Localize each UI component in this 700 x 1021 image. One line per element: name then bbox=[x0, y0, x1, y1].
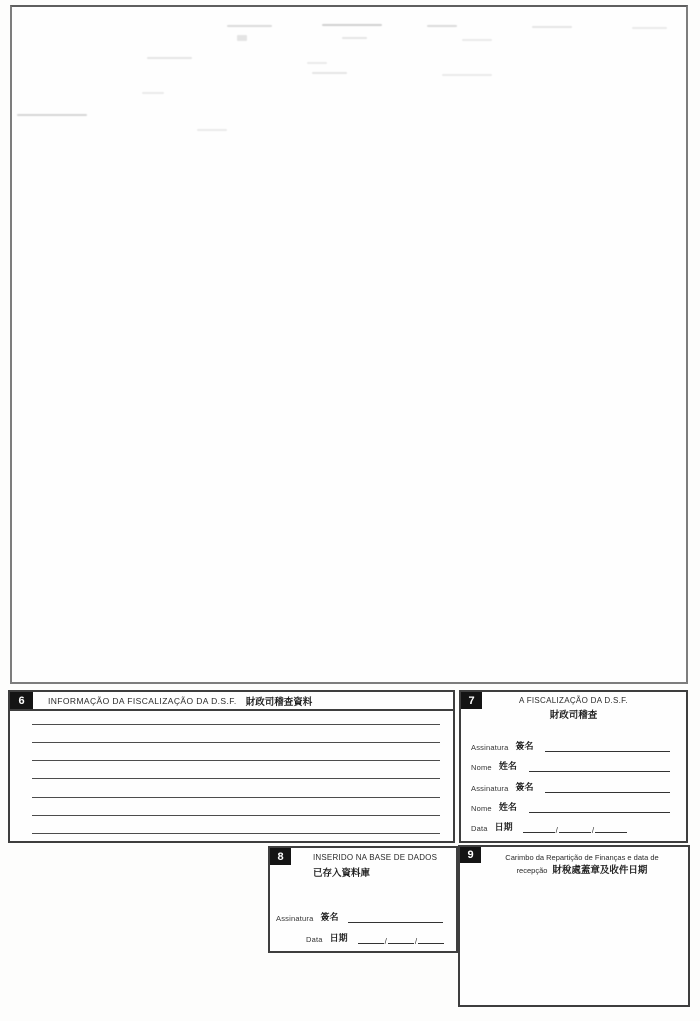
field-label-zh: 簽名 bbox=[515, 781, 534, 792]
section-9-finance-office-stamp bbox=[458, 845, 690, 1007]
blank-line bbox=[523, 824, 555, 833]
field-label-pt: Data bbox=[306, 935, 323, 944]
section-8-inserted-in-database bbox=[268, 846, 458, 953]
scan-artifact bbox=[17, 114, 87, 116]
signature-field bbox=[471, 739, 670, 752]
field-label-pt: Assinatura bbox=[276, 914, 314, 923]
writing-line bbox=[32, 742, 440, 743]
date-field bbox=[306, 931, 444, 944]
date-separator: / bbox=[555, 826, 558, 835]
date-separator: / bbox=[591, 826, 595, 835]
scan-artifact bbox=[322, 24, 382, 26]
section-9-title bbox=[486, 852, 678, 878]
section-8-title-zh: 已存入資料庫 bbox=[313, 868, 371, 879]
section-7-number-badge: 7 bbox=[461, 692, 482, 709]
field-label-pt: Nome bbox=[471, 763, 492, 773]
field-label-zh: 簽名 bbox=[515, 741, 534, 751]
field-label-zh: 姓名 bbox=[498, 801, 517, 812]
section-9-title-pt-line2: recepção bbox=[516, 865, 548, 875]
blank-line bbox=[545, 743, 670, 752]
blank-line bbox=[529, 763, 670, 772]
writing-line bbox=[32, 778, 440, 779]
scan-artifact bbox=[342, 37, 367, 39]
field-label-zh: 日期 bbox=[494, 822, 513, 832]
scan-artifact bbox=[237, 35, 247, 41]
blank-line bbox=[348, 914, 443, 923]
blank-line bbox=[595, 824, 627, 833]
date-separator: / bbox=[384, 937, 387, 946]
scan-artifact bbox=[427, 25, 457, 27]
section-7-dsf-inspection-signatures bbox=[459, 690, 688, 843]
date-blanks bbox=[358, 935, 444, 944]
date-field bbox=[471, 820, 670, 833]
section-6-number-badge: 6 bbox=[10, 692, 33, 709]
section-9-number-badge: 9 bbox=[460, 847, 481, 863]
signature-field bbox=[276, 910, 444, 923]
date-separator: / bbox=[414, 937, 418, 946]
blank-line bbox=[388, 935, 414, 944]
scan-artifact bbox=[142, 92, 164, 94]
date-blanks bbox=[523, 824, 627, 833]
writing-line bbox=[32, 833, 440, 834]
blank-line bbox=[418, 935, 444, 944]
main-empty-box bbox=[10, 5, 688, 684]
blank-line bbox=[559, 824, 591, 833]
scan-artifact bbox=[312, 72, 347, 74]
scan-artifact bbox=[462, 39, 492, 41]
field-label-zh: 日期 bbox=[329, 933, 348, 943]
writing-line bbox=[32, 724, 440, 725]
field-label-zh: 姓名 bbox=[498, 761, 517, 772]
writing-line bbox=[32, 797, 440, 798]
field-label-pt: Assinatura bbox=[471, 743, 509, 752]
name-field bbox=[471, 800, 670, 813]
section-6-dsf-inspection-information bbox=[8, 690, 455, 843]
writing-line bbox=[32, 815, 440, 816]
scan-artifact bbox=[227, 25, 272, 27]
field-label-zh: 簽名 bbox=[320, 912, 339, 922]
signature-field bbox=[471, 780, 670, 793]
name-field bbox=[471, 759, 670, 772]
section-6-title-zh: 財政司稽查資料 bbox=[245, 696, 313, 708]
scan-artifact bbox=[307, 62, 327, 64]
scan-artifact bbox=[442, 74, 492, 76]
scan-artifact bbox=[532, 26, 572, 28]
s6-lines bbox=[32, 724, 440, 834]
scan-artifact bbox=[632, 27, 667, 29]
blank-line bbox=[545, 784, 670, 793]
field-label-pt: Data bbox=[471, 824, 488, 833]
section-8-title-pt: INSERIDO NA BASE DE DADOS bbox=[313, 853, 438, 862]
section-8-number-badge: 8 bbox=[270, 848, 291, 865]
blank-line bbox=[358, 935, 384, 944]
section-6-header bbox=[10, 692, 453, 711]
blank-line bbox=[529, 804, 670, 813]
section-7-title-zh: 財政司稽查 bbox=[549, 710, 598, 721]
section-9-title-pt-line1: Carimbo da Repartição de Finanças e data de bbox=[505, 853, 659, 862]
writing-line bbox=[32, 760, 440, 761]
section-6-title-pt: INFORMAÇÃO DA FISCALIZAÇÃO DA D.S.F. bbox=[48, 695, 237, 706]
section-9-title-zh: 財稅處蓋章及收件日期 bbox=[552, 864, 648, 876]
section-7-title-pt: A FISCALIZAÇÃO DA D.S.F. bbox=[518, 696, 628, 705]
scan-artifact bbox=[197, 129, 227, 131]
field-label-pt: Assinatura bbox=[471, 783, 509, 793]
field-label-pt: Nome bbox=[471, 803, 492, 813]
scan-artifact bbox=[147, 57, 192, 59]
